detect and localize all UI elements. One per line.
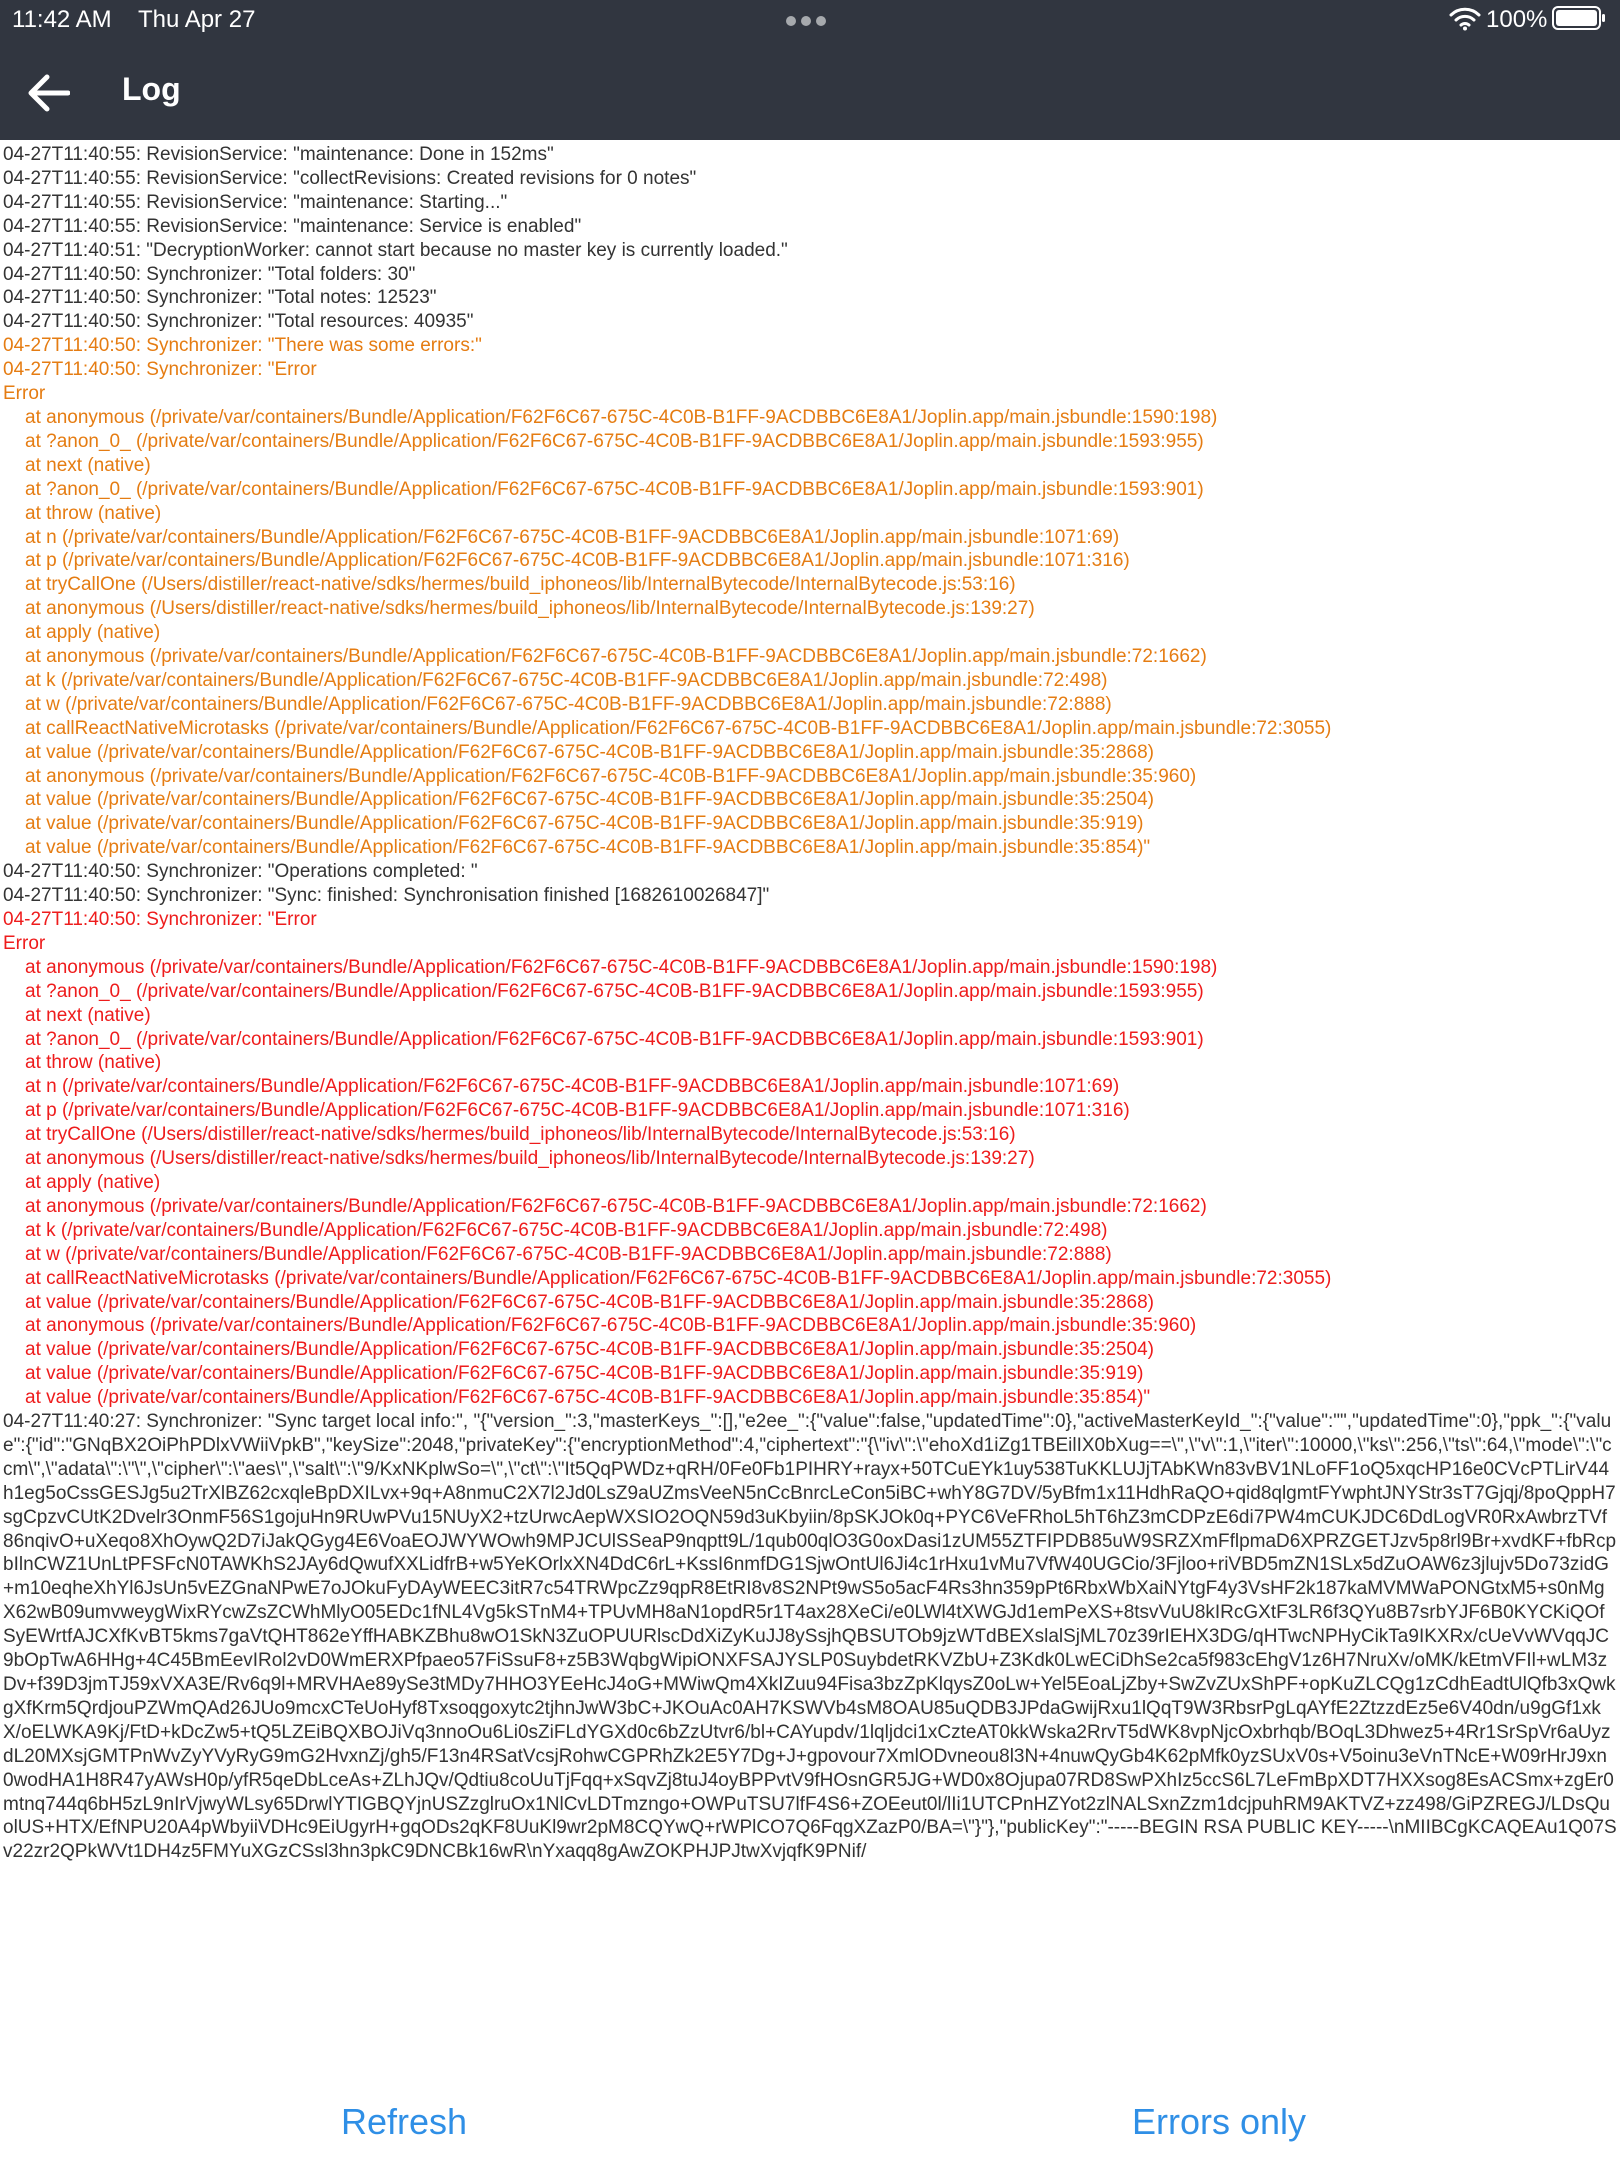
log-line: at apply (native): [25, 1171, 161, 1193]
log-line: Error: [3, 383, 46, 405]
log-line: 04-27T11:40:51: "DecryptionWorker: cannot start because no master key is currently loaded.": [3, 239, 788, 261]
log-line: at anonymous (/private/var/containers/Bundle/Application/F62F6C67-675C-4C0B-B1FF-9ACDBBC6E8A1/Joplin.app/main.jsbundle:35:960): [25, 765, 1197, 787]
log-line: at value (/private/var/containers/Bundle/Application/F62F6C67-675C-4C0B-B1FF-9ACDBBC6E8A1/Joplin.app/main.jsbundle:35:2504): [25, 1339, 1154, 1361]
log-line: 04-27T11:40:50: Synchronizer: "Total notes: 12523": [3, 287, 437, 309]
errors-only-button[interactable]: Errors only: [1132, 2101, 1307, 2142]
log-line: 04-27T11:40:50: Synchronizer: "There was some errors:": [3, 335, 482, 357]
log-line: at apply (native): [25, 622, 161, 644]
log-line: at value (/private/var/containers/Bundle/Application/F62F6C67-675C-4C0B-B1FF-9ACDBBC6E8A1/Joplin.app/main.jsbundle:35:2868): [25, 741, 1154, 763]
log-line: at k (/private/var/containers/Bundle/Application/F62F6C67-675C-4C0B-B1FF-9ACDBBC6E8A1/Joplin.app/main.jsbundle:72:498): [25, 669, 1108, 691]
log-line: at tryCallOne (/Users/distiller/react-native/sdks/hermes/build_iphoneos/lib/InternalBytecode/InternalBytecode.js:53:16): [25, 1124, 1016, 1146]
log-line: at value (/private/var/containers/Bundle/Application/F62F6C67-675C-4C0B-B1FF-9ACDBBC6E8A1/Joplin.app/main.jsbundle:35:2868): [25, 1291, 1154, 1313]
log-line: at next (native): [25, 1004, 151, 1026]
battery-percentage: 100%: [1486, 6, 1548, 33]
log-line: at anonymous (/private/var/containers/Bundle/Application/F62F6C67-675C-4C0B-B1FF-9ACDBBC6E8A1/Joplin.app/main.jsbundle:72:1662): [25, 1195, 1207, 1217]
log-line: at ?anon_0_ (/private/var/containers/Bundle/Application/F62F6C67-675C-4C0B-B1FF-9ACDBBC6E8A1/Joplin.app/main.jsbundle:1593:955): [25, 430, 1204, 452]
battery-full-icon: [1552, 6, 1607, 30]
log-line: at w (/private/var/containers/Bundle/Application/F62F6C67-675C-4C0B-B1FF-9ACDBBC6E8A1/Joplin.app/main.jsbundle:72:888): [25, 693, 1112, 715]
log-line: at w (/private/var/containers/Bundle/Application/F62F6C67-675C-4C0B-B1FF-9ACDBBC6E8A1/Joplin.app/main.jsbundle:72:888): [25, 1243, 1112, 1265]
log-list[interactable]: [3, 143, 1617, 2083]
log-line: at ?anon_0_ (/private/var/containers/Bundle/Application/F62F6C67-675C-4C0B-B1FF-9ACDBBC6E8A1/Joplin.app/main.jsbundle:1593:901): [25, 1028, 1204, 1050]
log-line: 04-27T11:40:50: Synchronizer: "Error: [3, 359, 317, 381]
app-header: [0, 0, 1620, 140]
log-line: at n (/private/var/containers/Bundle/Application/F62F6C67-675C-4C0B-B1FF-9ACDBBC6E8A1/Joplin.app/main.jsbundle:1071:69): [25, 1076, 1120, 1098]
log-line: 04-27T11:40:55: RevisionService: "collectRevisions: Created revisions for 0 notes": [3, 167, 697, 189]
log-line: at anonymous (/private/var/containers/Bundle/Application/F62F6C67-675C-4C0B-B1FF-9ACDBBC6E8A1/Joplin.app/main.jsbundle:35:960): [25, 1315, 1197, 1337]
wifi-icon: [1449, 7, 1481, 31]
log-line: at anonymous (/private/var/containers/Bundle/Application/F62F6C67-675C-4C0B-B1FF-9ACDBBC6E8A1/Joplin.app/main.jsbundle:1590:198): [25, 406, 1218, 428]
multitask-dots-icon[interactable]: [786, 16, 826, 26]
log-line: 04-27T11:40:55: RevisionService: "maintenance: Done in 152ms": [3, 144, 554, 165]
log-line: at anonymous (/private/var/containers/Bundle/Application/F62F6C67-675C-4C0B-B1FF-9ACDBBC6E8A1/Joplin.app/main.jsbundle:72:1662): [25, 646, 1207, 668]
log-line: at p (/private/var/containers/Bundle/Application/F62F6C67-675C-4C0B-B1FF-9ACDBBC6E8A1/Joplin.app/main.jsbundle:1071:316): [25, 550, 1130, 572]
log-line: at p (/private/var/containers/Bundle/Application/F62F6C67-675C-4C0B-B1FF-9ACDBBC6E8A1/Joplin.app/main.jsbundle:1071:316): [25, 1100, 1130, 1122]
log-line: at value (/private/var/containers/Bundle/Application/F62F6C67-675C-4C0B-B1FF-9ACDBBC6E8A1/Joplin.app/main.jsbundle:35:854)": [25, 837, 1151, 859]
log-line: at tryCallOne (/Users/distiller/react-native/sdks/hermes/build_iphoneos/lib/InternalBytecode/InternalBytecode.js:53:16): [25, 574, 1016, 596]
log-line: 04-27T11:40:55: RevisionService: "maintenance: Starting...": [3, 191, 508, 213]
log-line: 04-27T11:40:50: Synchronizer: "Total resources: 40935": [3, 311, 474, 333]
status-time: 11:42 AM: [12, 6, 112, 33]
log-line: Error: [3, 932, 46, 954]
log-line: at anonymous (/Users/distiller/react-native/sdks/hermes/build_iphoneos/lib/InternalBytecode/InternalBytecode.js:139:27): [25, 1148, 1035, 1170]
log-line: 04-27T11:40:50: Synchronizer: "Sync: finished: Synchronisation finished [1682610026847]": [3, 885, 770, 907]
log-line: at callReactNativeMicrotasks (/private/var/containers/Bundle/Application/F62F6C67-675C-4C0B-B1FF-9ACDBBC6E8A1/Joplin.app/main.jsbundle:72:3055): [25, 1267, 1332, 1289]
log-line: at n (/private/var/containers/Bundle/Application/F62F6C67-675C-4C0B-B1FF-9ACDBBC6E8A1/Joplin.app/main.jsbundle:1071:69): [25, 526, 1120, 548]
log-line: at callReactNativeMicrotasks (/private/var/containers/Bundle/Application/F62F6C67-675C-4C0B-B1FF-9ACDBBC6E8A1/Joplin.app/main.jsbundle:72:3055): [25, 717, 1332, 739]
log-line: at ?anon_0_ (/private/var/containers/Bundle/Application/F62F6C67-675C-4C0B-B1FF-9ACDBBC6E8A1/Joplin.app/main.jsbundle:1593:901): [25, 478, 1204, 500]
log-line: at value (/private/var/containers/Bundle/Application/F62F6C67-675C-4C0B-B1FF-9ACDBBC6E8A1/Joplin.app/main.jsbundle:35:919): [25, 813, 1144, 835]
log-line: at throw (native): [25, 502, 162, 524]
log-line: at value (/private/var/containers/Bundle/Application/F62F6C67-675C-4C0B-B1FF-9ACDBBC6E8A1/Joplin.app/main.jsbundle:35:2504): [25, 789, 1154, 811]
page-title: Log: [122, 71, 181, 107]
log-line: at value (/private/var/containers/Bundle/Application/F62F6C67-675C-4C0B-B1FF-9ACDBBC6E8A1/Joplin.app/main.jsbundle:35:919): [25, 1363, 1144, 1385]
log-line: at anonymous (/private/var/containers/Bundle/Application/F62F6C67-675C-4C0B-B1FF-9ACDBBC6E8A1/Joplin.app/main.jsbundle:1590:198): [25, 956, 1218, 978]
log-line: at anonymous (/Users/distiller/react-native/sdks/hermes/build_iphoneos/lib/InternalBytecode/InternalBytecode.js:139:27): [25, 598, 1035, 620]
log-line: at value (/private/var/containers/Bundle/Application/F62F6C67-675C-4C0B-B1FF-9ACDBBC6E8A1/Joplin.app/main.jsbundle:35:854)": [25, 1387, 1151, 1409]
status-date: Thu Apr 27: [138, 6, 256, 33]
arrow-left-icon[interactable]: [26, 72, 70, 114]
log-line: 04-27T11:40:55: RevisionService: "maintenance: Service is enabled": [3, 215, 582, 237]
log-line: at ?anon_0_ (/private/var/containers/Bundle/Application/F62F6C67-675C-4C0B-B1FF-9ACDBBC6E8A1/Joplin.app/main.jsbundle:1593:955): [25, 980, 1204, 1002]
log-line: at k (/private/var/containers/Bundle/Application/F62F6C67-675C-4C0B-B1FF-9ACDBBC6E8A1/Joplin.app/main.jsbundle:72:498): [25, 1219, 1108, 1241]
log-line: 04-27T11:40:50: Synchronizer: "Operations completed: ": [3, 861, 478, 883]
log-line: 04-27T11:40:50: Synchronizer: "Total folders: 30": [3, 263, 416, 285]
log-line: 04-27T11:40:50: Synchronizer: "Error: [3, 909, 317, 930]
footer-toolbar: [0, 2083, 1620, 2160]
log-line: 04-27T11:40:27: Synchronizer: "Sync target local info:", "{"version_":3,"masterKeys_":[],"e2ee_":{"value":false,"updatedTime":0},"activeMasterKeyId_":{"value":"","updatedTime":0},"ppk_":{"value":{"id":"GNqBX2OiPhPDlxVWiiVpkB","keySize":2048,"privateKey":{"encryptionMethod":4,"ciphertext":"{\"iv\":\"ehoXd1iZg1TBEilIX0bXug==\",\"v\":1,\"iter\":10000,\"ks\":256,\"ts\":64,\"mode\":\"ccm\",\"adata\":\"\",\"cipher\":\"aes\",\"salt\":\"9/KxNKplwSo=\",\"ct\":\"It5QqPWDz+qRH/0Fe0Fb1PIHRY+rayx+50TCuEYk1uy538TuKKLUJjTAbKWn83vBV1NLoFF1oQ5xqcHP16e0CVcPTLirV44h1eg5oCssGESJg5u2TrXlBZ62cxqleBpDXILvx+9q+A8nmuC2X7l2Jd0LsZ9aUZmsVeeN5nCcBnrcLeCon5iBC+whY8G7DV/5yBfm1x11HdhRaQO+qid8qlgmtFYwphtJNYStr3sT7Gjqj/8poQppH7sgCpzvCUtK2Dvelr3OnmF56S1gojuHn9RUwPVu15NUyX2+tzUrwcAepWXSIO2OQN59d3uKbyiin/8pSKJOk0q+PYC6VeFRhoL5hT6hZ3mCDPzE6di7PW4mCUKJDC6DdLogVR0RxAwbrzTVf86nqivO+uXeqo8XhOywQ2D7iJakQGyg4E6VoaEOJWYWOwh9MPJCUlSSeaP9nqptt9L/1qub00qlO3G0oxDasi1zUM55ZTFIPDB85uW9SRZXmFflpmaD6XPRZGETJzv5p8rl9Br+xvdKF+fbRcpbIlnCWZ1UnLtPFSFcN0TAWKhS2JAy6dQwufXXLidfrB+w5YeKOrlxXN4DdC6rL+KssI6nmfDG1SjwOntUl6Ji4c1rHxu1vMu7VfW40UGCio/3Fjloo+riVBD5mZN1SLx5dZuOAW6z3jlujv5Do73zidG+m10eqheXhYl6JsUn5vEZGnaNPwE7oJOkuFyDAyWEEC3itR7c54TRWpcZz9qpR8EtRI8v8S2NPt9wS5o5acF4Rs3hn359pPt6RbxWbXaiNYtgF4y3VsHF2k187kaMVMWaPONGtxM5+s0nMgX62wB09umvweygWixRYcwZsZCWhMlyO05EDc1fNL4Vg5kSTnM4+TPUvMH8aN1opdR5r1T4ax28XeCi/e0LWl4tXWGJd1emPeXS+8tsvVuU8kIRcGXtF3LR6f3QYu8B7srbYJF6B0KYCKiQOfSyEWrtfAJCXfKvBT5kms7gaVtQHT862eYffHABKZBhu8wO1SkN3ZuOPUURlscDdXiZyKuJJ8ySsjhQBSUTOb9jzWTdBEXslalSjML70z39rIEHX3DG/qHTwcNPHyCikTa9IKXRx/cUeVvWVqqJC9bOpTwA6HHg+4C45BmEevIRol2vD0WmERXPfpaeo57FiSsuF8+z5B3WqbgWipiONXFSAJYSLP0SuybdetRKVZbU+Z3Kdk0LwECiDhSe2ca5f983cEhgV1z6H7NruXv/oMK/kEtmVFIl+wLM3zDv+f39D3jmTJ59xVXA3E/Rv6q9l+MRVHAe89ySe3tMDy7HHO3YEeHcJ4oG+MWiwQm4XkIZuu94Fisa3bzZpKlqysZ0oLw+Yel5EoaLjZby+SwZvZUxShPF+opKuZLCQg1zCdhEadtUlQfb3xQwkgXfKrm5QrdjouPZWmQAd26JUo9mcxCTeUoHyf8Txsoqgoxytc2tjhnJwW3bC+JKOuAc0AH7KSWVb4sM8OAU85uQDB3JPdaGwijRxu1lQqT9W3RbsrPgLqAYfE2ZtzzdEz5e6V40dn/u9gGf1xkX/oELWKA9Kj/FtD+kDcZw5+tQ5LZEiBQXBOJiVq3nnoOu6Li0sZiFLdYGXd0c6bZzUtvr6/bl+CAYupdv/1lqljdci1xCzteAT0kkWska2RrvT5dWK8vpNjcOxbrhqb/BOqL3Dhwez5+4Rr1SrSpVr6aUyzdL20MXsjGMTPnWvZyYVyRyG9mG2HvxnZj/gh5/F13n4RSatVcsjRohwCGPRhZk2E5Y7Dg+J+gpovour7XmlODvneou8l3N+4nuwQyGb4K62pMfk0yzSUxV0s+V5oinu3eVnTNcE+W09rHrJ9xn0wodHA1H8R47yAWsH0p/yfR5qeDbLceAs+ZLhJQv/Qdtiu8coUuTjFqq+xSqvZj8tuJ4oyBPPvtV9fHOsnGR5JG+WD0x8Ojupa07RD8SwPXhIz5ccS6L7LeFmBpXDT7HXXsog8EsACSmx+zgEr0mtnq744q6bH5zL9nIrVjwyWLsy65DrwlYTIGBQYjnUSZzglruOx1NlCvLDTmzngo+OWPuTSU7lfF4S6+ZOEeut0l/lIi1UTCPnHZYot2zlNALSxnZzm1dcjpuhRM9AKTVZ+zz498/GiPZREGJ/LDsQuolUS+HTX/EfNPU20A4pWbyiiVDHc9EiUgyrH+gqODs2qKF8UuKl9wr2pM8CQYwQ+rWPlCO7Q6FqgXZazP0/BA=\"}"},"publicKey":"-----BEGIN RSA PUBLIC KEY-----\nMIIBCgKCAQEAu1Q07Sv22zr2QPkWVt1DH4z5FMYuXGzCSsl3hn3pkC9DNCBk16wR\nYxaqq8gAwZOKPHJPJtwXvjqfK9PNif/: [3, 1411, 1617, 1863]
log-line: at next (native): [25, 454, 151, 476]
log-line: at throw (native): [25, 1052, 162, 1074]
refresh-button[interactable]: Refresh: [341, 2101, 468, 2142]
